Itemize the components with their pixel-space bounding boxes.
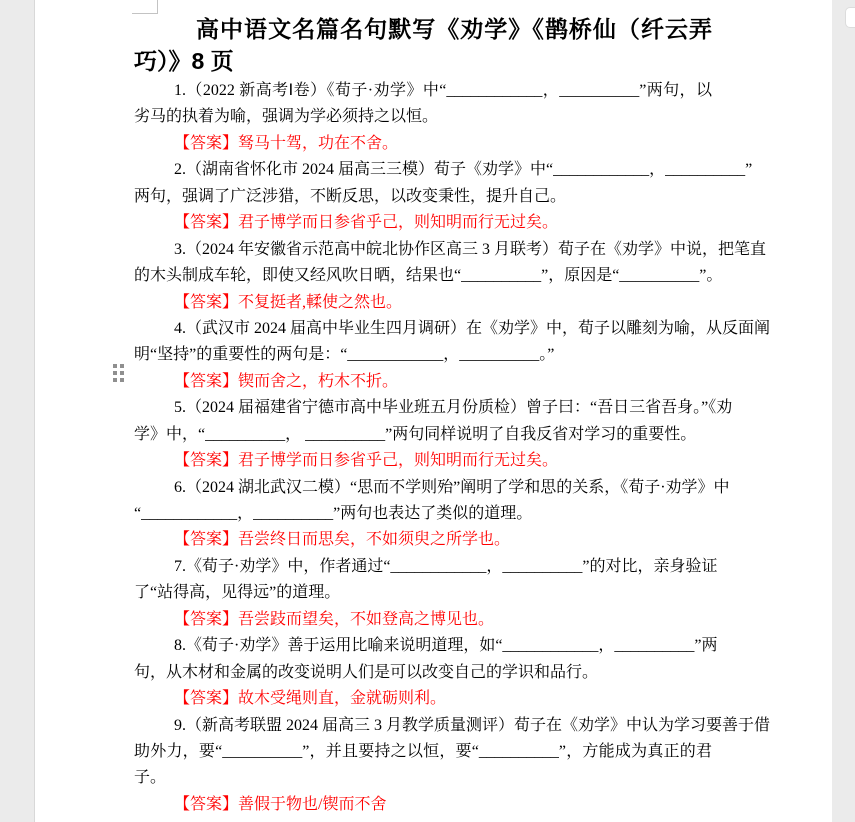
question-line: 4.（武汉市 2024 届高中毕业生四月调研）在《劝学》中，荀子以雕刻为喻，从反面阐 (174, 319, 771, 337)
right-margin-area (832, 0, 855, 822)
question-line: 了“站得高，见得远”的道理。 (134, 584, 341, 602)
question-line: 子。 (134, 769, 167, 787)
answer-line: 【答案】不复挺者,輮使之然也。 (174, 293, 403, 311)
answer-line: 【答案】善假于物也/锲而不舍 (174, 795, 387, 813)
answer-line: 【答案】驽马十驾，功在不舍。 (174, 134, 399, 152)
text-boundary-mark (157, 0, 158, 14)
drag-handle-icon[interactable] (113, 364, 124, 382)
question-line: 的木头制成车轮，即使又经风吹日晒，结果也“__________”，原因是“__________”。 (134, 267, 723, 285)
document-body (134, 78, 771, 818)
answer-line: 【答案】君子博学而日参省乎己，则知明而行无过矣。 (174, 452, 559, 470)
question-line: 1.（2022 新高考Ⅰ卷）《荀子·劝学》中“____________，__________”两句，以 (174, 82, 712, 99)
question-line: 9.（新高考联盟 2024 届高三 3 月教学质量测评）荀子在《劝学》中认为学习要善于借 (174, 716, 771, 734)
question-line: 学》中，“__________， __________”两句同样说明了自我反省对学习的重要性。 (134, 425, 697, 443)
answer-line: 【答案】吾尝跂而望矣，不如登高之博见也。 (174, 610, 495, 628)
question-line: 8.《荀子·劝学》善于运用比喻来说明道理，如“____________，__________”两 (174, 637, 718, 655)
answer-line: 【答案】锲而舍之，朽木不折。 (174, 372, 399, 390)
document-page[interactable] (35, 0, 832, 822)
document-content (134, 14, 771, 818)
document-title-line: 巧）》8 页 (134, 48, 234, 74)
question-line: 3.（2024 年安徽省示范高中皖北协作区高三 3 月联考）荀子在《劝学》中说，把笔直 (174, 240, 767, 258)
question-line: 7.《荀子·劝学》中，作者通过“____________，__________”的对比，亲身验证 (174, 557, 718, 575)
question-line: 劣马的执着为喻，强调为学必须持之以恒。 (134, 108, 439, 126)
answer-line: 【答案】故木受绳则直，金就砺则利。 (174, 690, 447, 708)
question-line: 6.（2024 湖北武汉二模）“思而不学则殆”阐明了学和思的关系，《荀子·劝学》中 (174, 478, 730, 496)
question-line: 助外力，要“__________”，并且要持之以恒，要“__________”，方能成为真正的君 (134, 742, 712, 760)
question-line: 明“坚持”的重要性的两句是：“____________，__________。” (134, 346, 555, 364)
question-line: 句，从木材和金属的改变说明人们是可以改变自己的学识和品行。 (134, 663, 599, 681)
scrollbar-thumb[interactable] (845, 7, 855, 28)
question-line: 2.（湖南省怀化市 2024 届高三三模）荀子《劝学》中“____________，__________” (174, 161, 753, 179)
question-line: 5.（2024 届福建省宁德市高中毕业班五月份质检）曾子曰：“吾日三省吾身。”《劝 (174, 399, 733, 417)
question-line: 两句，强调了广泛涉猎，不断反思，以改变秉性，提升自己。 (134, 187, 567, 205)
answer-line: 【答案】君子博学而日参省乎己，则知明而行无过矣。 (174, 214, 559, 232)
answer-line: 【答案】吾尝终日而思矣，不如须臾之所学也。 (174, 531, 511, 549)
question-line: “____________，__________”两句也表达了类似的道理。 (134, 505, 533, 522)
document-title-line: 高中语文名篇名句默写《劝学》《鹊桥仙（纤云弄 (196, 16, 712, 42)
